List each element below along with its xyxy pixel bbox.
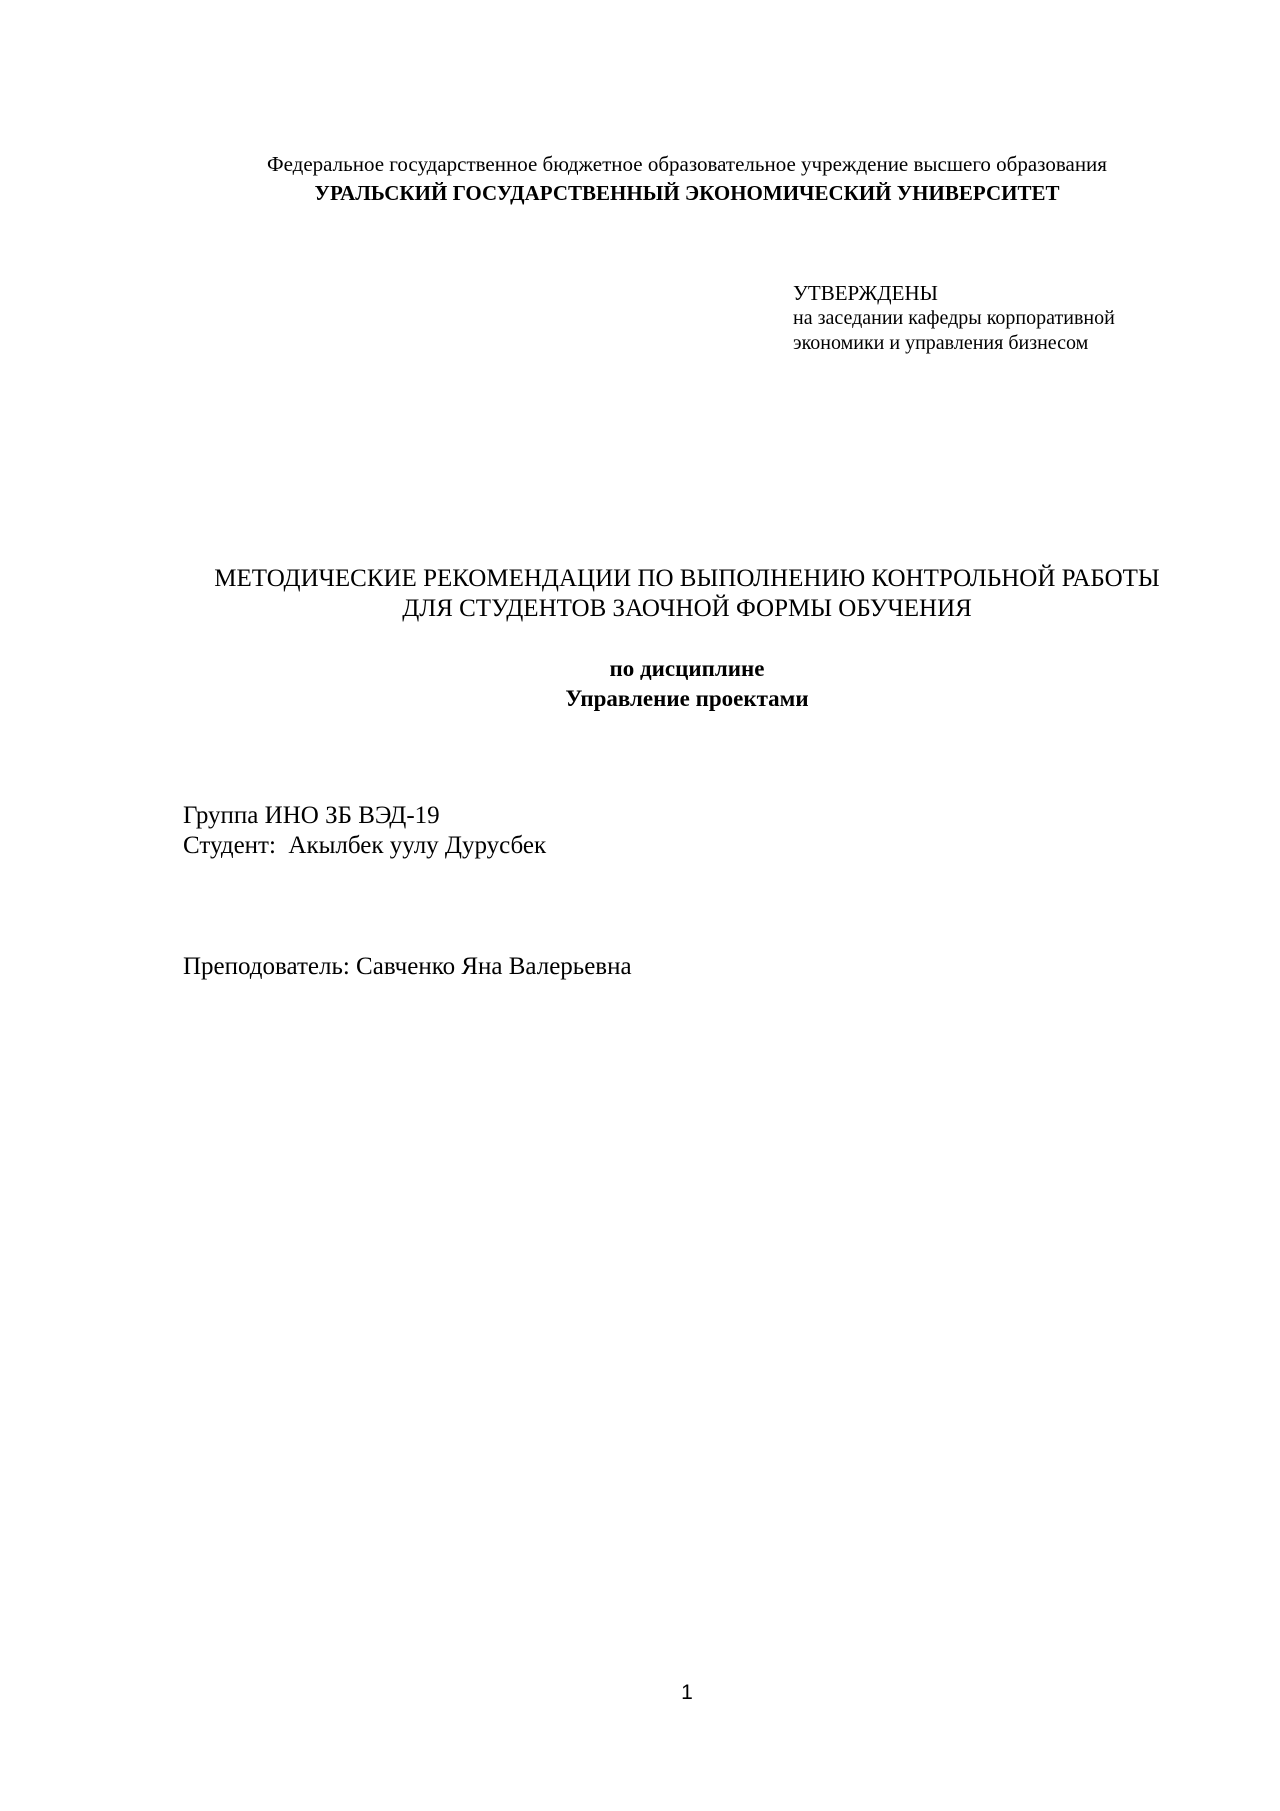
organization-line: Федеральное государственное бюджетное образовательное учреждение высшего образования [267,152,1107,176]
discipline-block [0,654,1280,714]
title-line-1: МЕТОДИЧЕСКИЕ РЕКОМЕНДАЦИИ ПО ВЫПОЛНЕНИЮ КОНТРОЛЬНОЙ РАБОТЫ [214,565,1160,592]
approval-block [793,281,1115,356]
title-line-2: ДЛЯ СТУДЕНТОВ ЗАОЧНОЙ ФОРМЫ ОБУЧЕНИЯ [402,595,972,622]
discipline-label: по дисциплине [609,656,765,681]
approval-line-2: экономики и управления бизнесом [793,332,1089,354]
group-line: Группа ИНО ЗБ ВЭД-19 [183,802,440,829]
teacher-line: Преподователь: Савченко Яна Валерьевна [183,953,632,980]
approval-status: УТВЕРЖДЕНЫ [793,281,938,305]
approval-line-1: на заседании кафедры корпоративной [793,307,1115,329]
page-number: 1 [681,1681,693,1704]
student-line: Студент: Акылбек уулу Дурусбек [183,832,547,859]
document-title [0,564,1280,624]
discipline-name: Управление проектами [565,686,809,711]
university-name: УРАЛЬСКИЙ ГОСУДАРСТВЕННЫЙ ЭКОНОМИЧЕСКИЙ УНИВЕРСИТЕТ [314,181,1060,205]
